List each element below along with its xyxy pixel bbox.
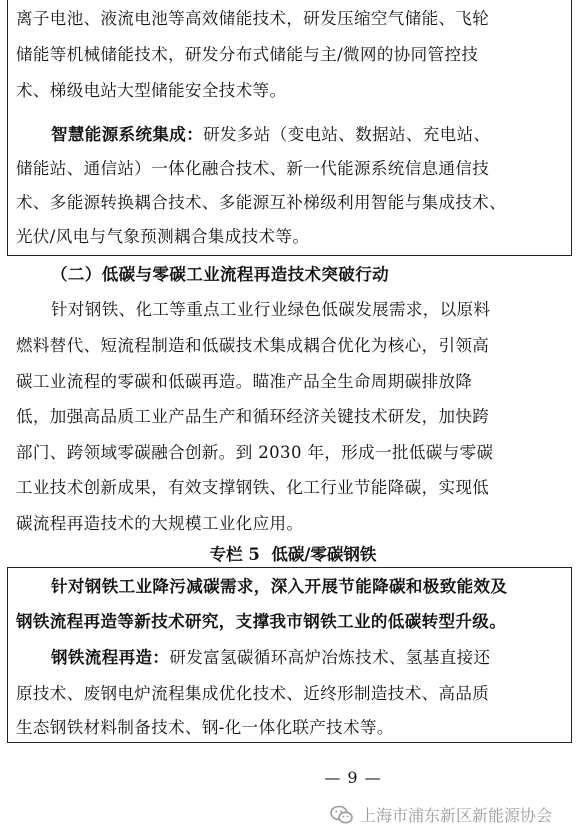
column-item-rest: 研发富氢碳循环高炉冶炼技术、氢基直接还 — [169, 648, 491, 667]
box1-item-rest: 研发多站（变电站、数据站、充电站、 — [203, 125, 491, 144]
section-line-6: 工业技术创新成果，有效支撑钢铁、化工行业节能降碳，实现低 — [16, 478, 490, 497]
column-item-line-2: 原技术、废钢电炉流程集成优化技术、近终形制造技术、高品质 — [16, 684, 490, 703]
box1-line-1: 离子电池、液流电池等高效储能技术，研发压缩空气储能、飞轮 — [16, 9, 490, 28]
section-line-2: 燃料替代、短流程制造和低碳技术集成耦合优化为核心，引领高 — [16, 336, 490, 355]
box1-line-2: 储能等机械储能技术，研发分布式储能与主/微网的协同管控技 — [16, 45, 479, 64]
watermark — [330, 803, 552, 826]
column-intro-line-2: 钢铁流程再造等新技术研究，支撑我市钢铁工业的低碳转型升级。 — [16, 612, 507, 631]
column-intro-line-1: 针对钢铁工业降污减碳需求，深入开展节能降碳和极致能效及 — [51, 577, 508, 596]
box1-item-line-3: 术、多能源转换耦合技术、多能源互补梯级利用智能与集成技术、 — [16, 193, 507, 212]
section-line-3: 碳工业流程的零碳和低碳再造。瞄准产品全生命周期碳排放降 — [16, 372, 473, 391]
section-line-5: 部门、跨领域零碳融合创新。到 2030 年，形成一批低碳与零碳 — [16, 443, 494, 462]
column-item-line-3: 生态钢铁材料制备技术、钢-化一体化联产技术等。 — [16, 718, 394, 737]
section-line-1: 针对钢铁、化工等重点工业行业绿色低碳发展需求，以原料 — [51, 300, 491, 319]
column-title: 专栏 5 低碳/零碳钢铁 — [209, 545, 377, 564]
box1-item-title: 智慧能源系统集成： — [51, 125, 204, 144]
watermark-text: 上海市浦东新区新能源协会 — [359, 806, 552, 825]
page-number: — 9 — — [324, 768, 382, 787]
column-item-first-line — [51, 648, 586, 668]
box1-line-3: 术、梯级电站大型储能安全技术等。 — [16, 81, 287, 100]
wechat-icon — [330, 805, 354, 825]
box1-item-line-2: 储能站、通信站）一体化融合技术、新一代能源系统信息通信技 — [16, 159, 490, 178]
section-line-7: 碳流程再造技术的大规模工业化应用。 — [16, 514, 304, 533]
box1-item-line-4: 光伏/风电与气象预测耦合集成技术等。 — [16, 227, 310, 246]
box1-item-first-line — [51, 125, 586, 145]
column-item-title: 钢铁流程再造： — [51, 648, 170, 667]
section-line-4: 低，加强高品质工业产品生产和循环经济关键技术研发，加快跨 — [16, 407, 490, 426]
section-heading: （二）低碳与零碳工业流程再造技术突破行动 — [51, 265, 389, 284]
